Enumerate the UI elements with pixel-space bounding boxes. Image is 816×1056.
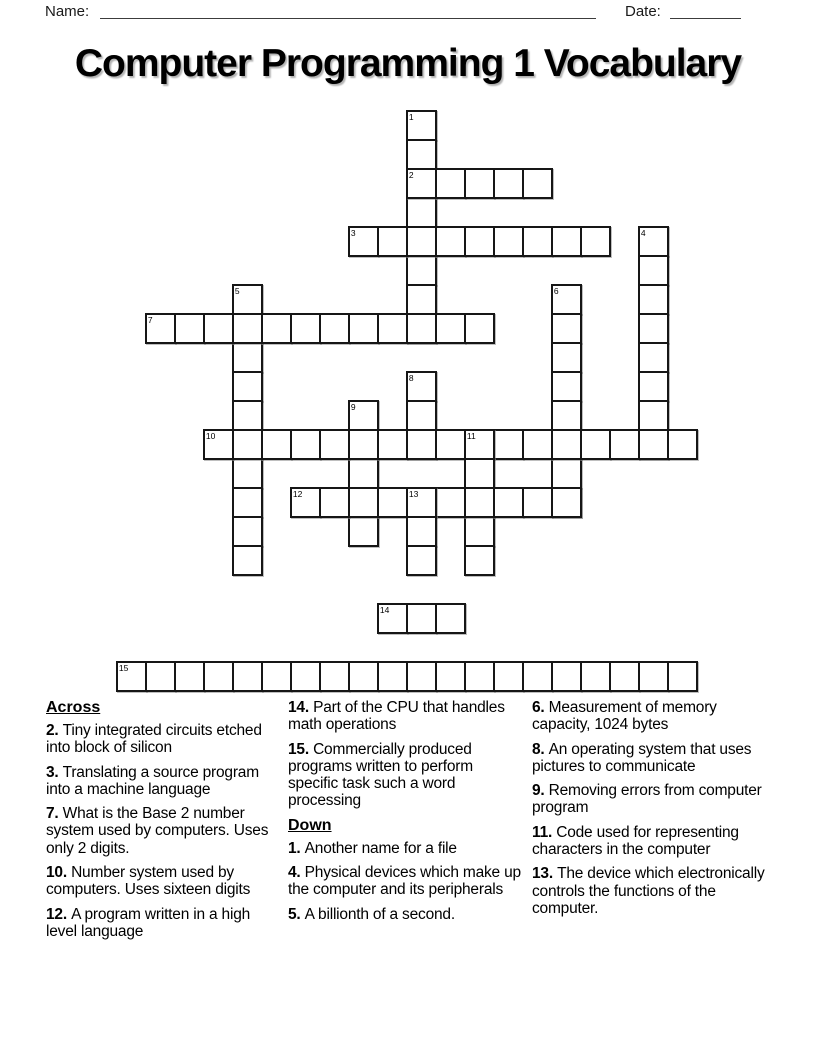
grid-cell[interactable] — [667, 429, 698, 460]
clue-number: 10. — [46, 864, 72, 882]
clue-item — [46, 805, 284, 857]
grid-cell[interactable] — [377, 661, 408, 692]
cell-number: 6 — [553, 286, 559, 297]
grid-cell[interactable] — [406, 313, 437, 344]
grid-cell[interactable] — [203, 661, 234, 692]
grid-cell[interactable] — [551, 313, 582, 344]
grid-cell[interactable] — [551, 429, 582, 460]
cell-number: 14 — [379, 605, 390, 616]
grid-cell[interactable] — [435, 487, 466, 518]
cell-number: 11 — [466, 431, 476, 442]
grid-cell[interactable] — [232, 400, 263, 431]
clue-item — [288, 699, 526, 734]
grid-cell[interactable] — [377, 226, 408, 257]
grid-cell[interactable] — [638, 400, 669, 431]
clue-number: 14. — [288, 699, 314, 716]
grid-cell[interactable] — [493, 429, 524, 460]
cell-number: 15 — [118, 663, 129, 674]
clue-text: The device which electronically controls the functions of the computer. — [532, 865, 765, 917]
grid-cell[interactable] — [319, 313, 350, 344]
grid-cell[interactable] — [232, 487, 263, 518]
clue-item — [288, 906, 526, 923]
grid-cell[interactable] — [406, 603, 437, 634]
grid-cell[interactable] — [406, 139, 437, 170]
clue-text: A program written in a high level language — [46, 905, 251, 940]
clue-text: Physical devices which make up the computer and its peripherals — [288, 864, 521, 899]
clue-column — [288, 699, 526, 930]
grid-cell[interactable] — [232, 661, 263, 692]
grid-cell[interactable] — [406, 400, 437, 431]
clue-number: 15. — [288, 740, 314, 758]
grid-cell[interactable] — [638, 429, 669, 460]
cell-number: 9 — [350, 402, 356, 413]
grid-cell[interactable] — [406, 255, 437, 286]
grid-cell[interactable] — [232, 545, 263, 576]
grid-cell[interactable] — [493, 168, 524, 199]
grid-cell[interactable] — [522, 429, 553, 460]
grid-cell[interactable] — [493, 661, 524, 692]
grid-cell[interactable] — [377, 429, 408, 460]
grid-cell[interactable] — [435, 313, 466, 344]
grid-cell[interactable] — [551, 371, 582, 402]
grid-cell[interactable] — [261, 429, 292, 460]
clue-item — [288, 741, 526, 810]
clue-text: Commercially produced programs written to perform specific task such a word processing — [288, 740, 473, 810]
cell-number: 2 — [408, 170, 414, 181]
grid-cell[interactable] — [290, 313, 321, 344]
clue-number: 11. — [532, 823, 557, 841]
grid-cell[interactable] — [377, 487, 408, 518]
clue-number: 8. — [532, 740, 549, 758]
clue-column — [46, 699, 284, 947]
clue-text: Translating a source program into a machine language — [46, 763, 259, 798]
grid-cell[interactable] — [435, 168, 466, 199]
grid-cell[interactable] — [580, 429, 611, 460]
grid-cell[interactable] — [551, 226, 582, 257]
cell-number: 1 — [408, 112, 414, 123]
grid-cell[interactable] — [406, 545, 437, 576]
grid-cell[interactable] — [609, 429, 640, 460]
grid-cell[interactable] — [551, 487, 582, 518]
clue-item — [288, 864, 526, 899]
clue-item — [532, 699, 770, 734]
grid-cell[interactable] — [348, 313, 379, 344]
grid-cell[interactable] — [174, 313, 205, 344]
grid-cell[interactable] — [261, 313, 292, 344]
grid-cell[interactable] — [580, 226, 611, 257]
clue-number: 7. — [46, 805, 63, 823]
grid-cell[interactable] — [464, 458, 495, 489]
grid-cell[interactable] — [638, 661, 669, 692]
clue-number: 5. — [288, 905, 305, 923]
clue-number: 1. — [288, 839, 305, 857]
clue-item — [46, 722, 284, 757]
grid-cell[interactable] — [435, 603, 466, 634]
grid-cell[interactable] — [464, 168, 495, 199]
cell-number: 4 — [640, 228, 646, 239]
grid-cell[interactable] — [522, 661, 553, 692]
clue-item — [46, 764, 284, 799]
clue-item — [532, 824, 770, 859]
grid-cell[interactable] — [319, 661, 350, 692]
clue-text: Tiny integrated circuits etched into block of silicon — [46, 722, 262, 757]
grid-cell[interactable] — [493, 487, 524, 518]
grid-cell[interactable] — [464, 313, 495, 344]
grid-cell[interactable] — [290, 661, 321, 692]
grid-cell[interactable] — [638, 255, 669, 286]
grid-cell[interactable] — [522, 168, 553, 199]
cell-number: 3 — [350, 228, 356, 239]
date-label: Date: — [625, 3, 661, 20]
grid-cell[interactable] — [464, 516, 495, 547]
grid-cell[interactable] — [464, 545, 495, 576]
grid-cell[interactable] — [377, 313, 408, 344]
grid-cell[interactable] — [667, 661, 698, 692]
grid-cell[interactable] — [464, 226, 495, 257]
grid-cell[interactable] — [406, 197, 437, 228]
clue-text: Removing errors from computer program — [532, 782, 762, 817]
grid-cell[interactable] — [580, 661, 611, 692]
cell-number: 8 — [408, 373, 414, 384]
grid-cell[interactable] — [290, 429, 321, 460]
grid-cell[interactable] — [348, 458, 379, 489]
grid-cell[interactable] — [348, 516, 379, 547]
grid-cell[interactable] — [319, 487, 350, 518]
across-heading: Across — [46, 699, 101, 716]
clue-text: An operating system that uses pictures to communicate — [532, 740, 752, 775]
clue-item — [532, 865, 770, 917]
cell-number: 7 — [147, 315, 153, 326]
grid-cell[interactable] — [203, 313, 234, 344]
clue-item — [46, 864, 284, 899]
grid-cell[interactable] — [435, 226, 466, 257]
grid-cell[interactable] — [232, 458, 263, 489]
grid-cell[interactable] — [406, 226, 437, 257]
grid-cell[interactable] — [232, 371, 263, 402]
grid-cell[interactable] — [406, 661, 437, 692]
grid-cell[interactable] — [232, 342, 263, 373]
grid-cell[interactable] — [261, 661, 292, 692]
grid-cell[interactable] — [319, 429, 350, 460]
grid-cell[interactable] — [174, 661, 205, 692]
grid-cell[interactable] — [406, 429, 437, 460]
grid-cell[interactable] — [348, 429, 379, 460]
cell-number: 5 — [234, 286, 240, 297]
grid-cell[interactable] — [406, 516, 437, 547]
grid-cell[interactable] — [551, 400, 582, 431]
clue-number: 2. — [46, 722, 63, 739]
down-heading: Down — [288, 816, 332, 834]
grid-cell[interactable] — [435, 661, 466, 692]
clue-item — [532, 782, 770, 817]
clue-text: Code used for representing characters in the computer — [532, 823, 739, 859]
name-label: Name: — [45, 3, 90, 20]
clue-item — [288, 840, 526, 857]
grid-cell[interactable] — [435, 429, 466, 460]
clue-text: What is the Base 2 number system used by computers. Uses only 2 digits. — [46, 805, 269, 857]
grid-cell[interactable] — [638, 371, 669, 402]
clue-text: A billionth of a second. — [304, 905, 455, 923]
cell-number: 12 — [292, 489, 303, 500]
grid-cell[interactable] — [638, 342, 669, 373]
clue-text: Part of the CPU that handles math operations — [288, 699, 505, 734]
grid-cell[interactable] — [232, 429, 263, 460]
cell-number: 13 — [408, 489, 419, 500]
clue-number: 3. — [46, 763, 63, 781]
clue-item — [46, 906, 284, 941]
clue-number: 9. — [532, 782, 549, 800]
grid-cell[interactable] — [551, 342, 582, 373]
grid-cell[interactable] — [232, 313, 263, 344]
grid-cell[interactable] — [638, 313, 669, 344]
clue-column — [532, 699, 770, 924]
grid-cell[interactable] — [551, 661, 582, 692]
date-fill-line[interactable] — [670, 18, 741, 19]
clue-text: Number system used by computers. Uses sixteen digits — [46, 864, 251, 899]
grid-cell[interactable] — [464, 487, 495, 518]
grid-cell[interactable] — [522, 226, 553, 257]
clue-number: 12. — [46, 905, 72, 923]
clue-number: 6. — [532, 699, 549, 716]
page-title: Computer Programming 1 Vocabulary — [74, 42, 742, 85]
grid-cell[interactable] — [464, 661, 495, 692]
clue-text: Another name for a file — [304, 839, 457, 857]
grid-cell[interactable] — [551, 458, 582, 489]
grid-cell[interactable] — [348, 487, 379, 518]
clue-item — [532, 741, 770, 776]
clue-text: Measurement of memory capacity, 1024 bytes — [532, 699, 717, 734]
grid-cell[interactable] — [638, 284, 669, 315]
grid-cell[interactable] — [406, 284, 437, 315]
clue-number: 4. — [288, 864, 305, 882]
name-fill-line[interactable] — [100, 18, 596, 19]
grid-cell[interactable] — [493, 226, 524, 257]
grid-cell[interactable] — [145, 661, 176, 692]
clue-number: 13. — [532, 865, 558, 883]
grid-cell[interactable] — [522, 487, 553, 518]
grid-cell[interactable] — [348, 661, 379, 692]
cell-number: 10 — [205, 431, 216, 442]
grid-cell[interactable] — [609, 661, 640, 692]
grid-cell[interactable] — [232, 516, 263, 547]
